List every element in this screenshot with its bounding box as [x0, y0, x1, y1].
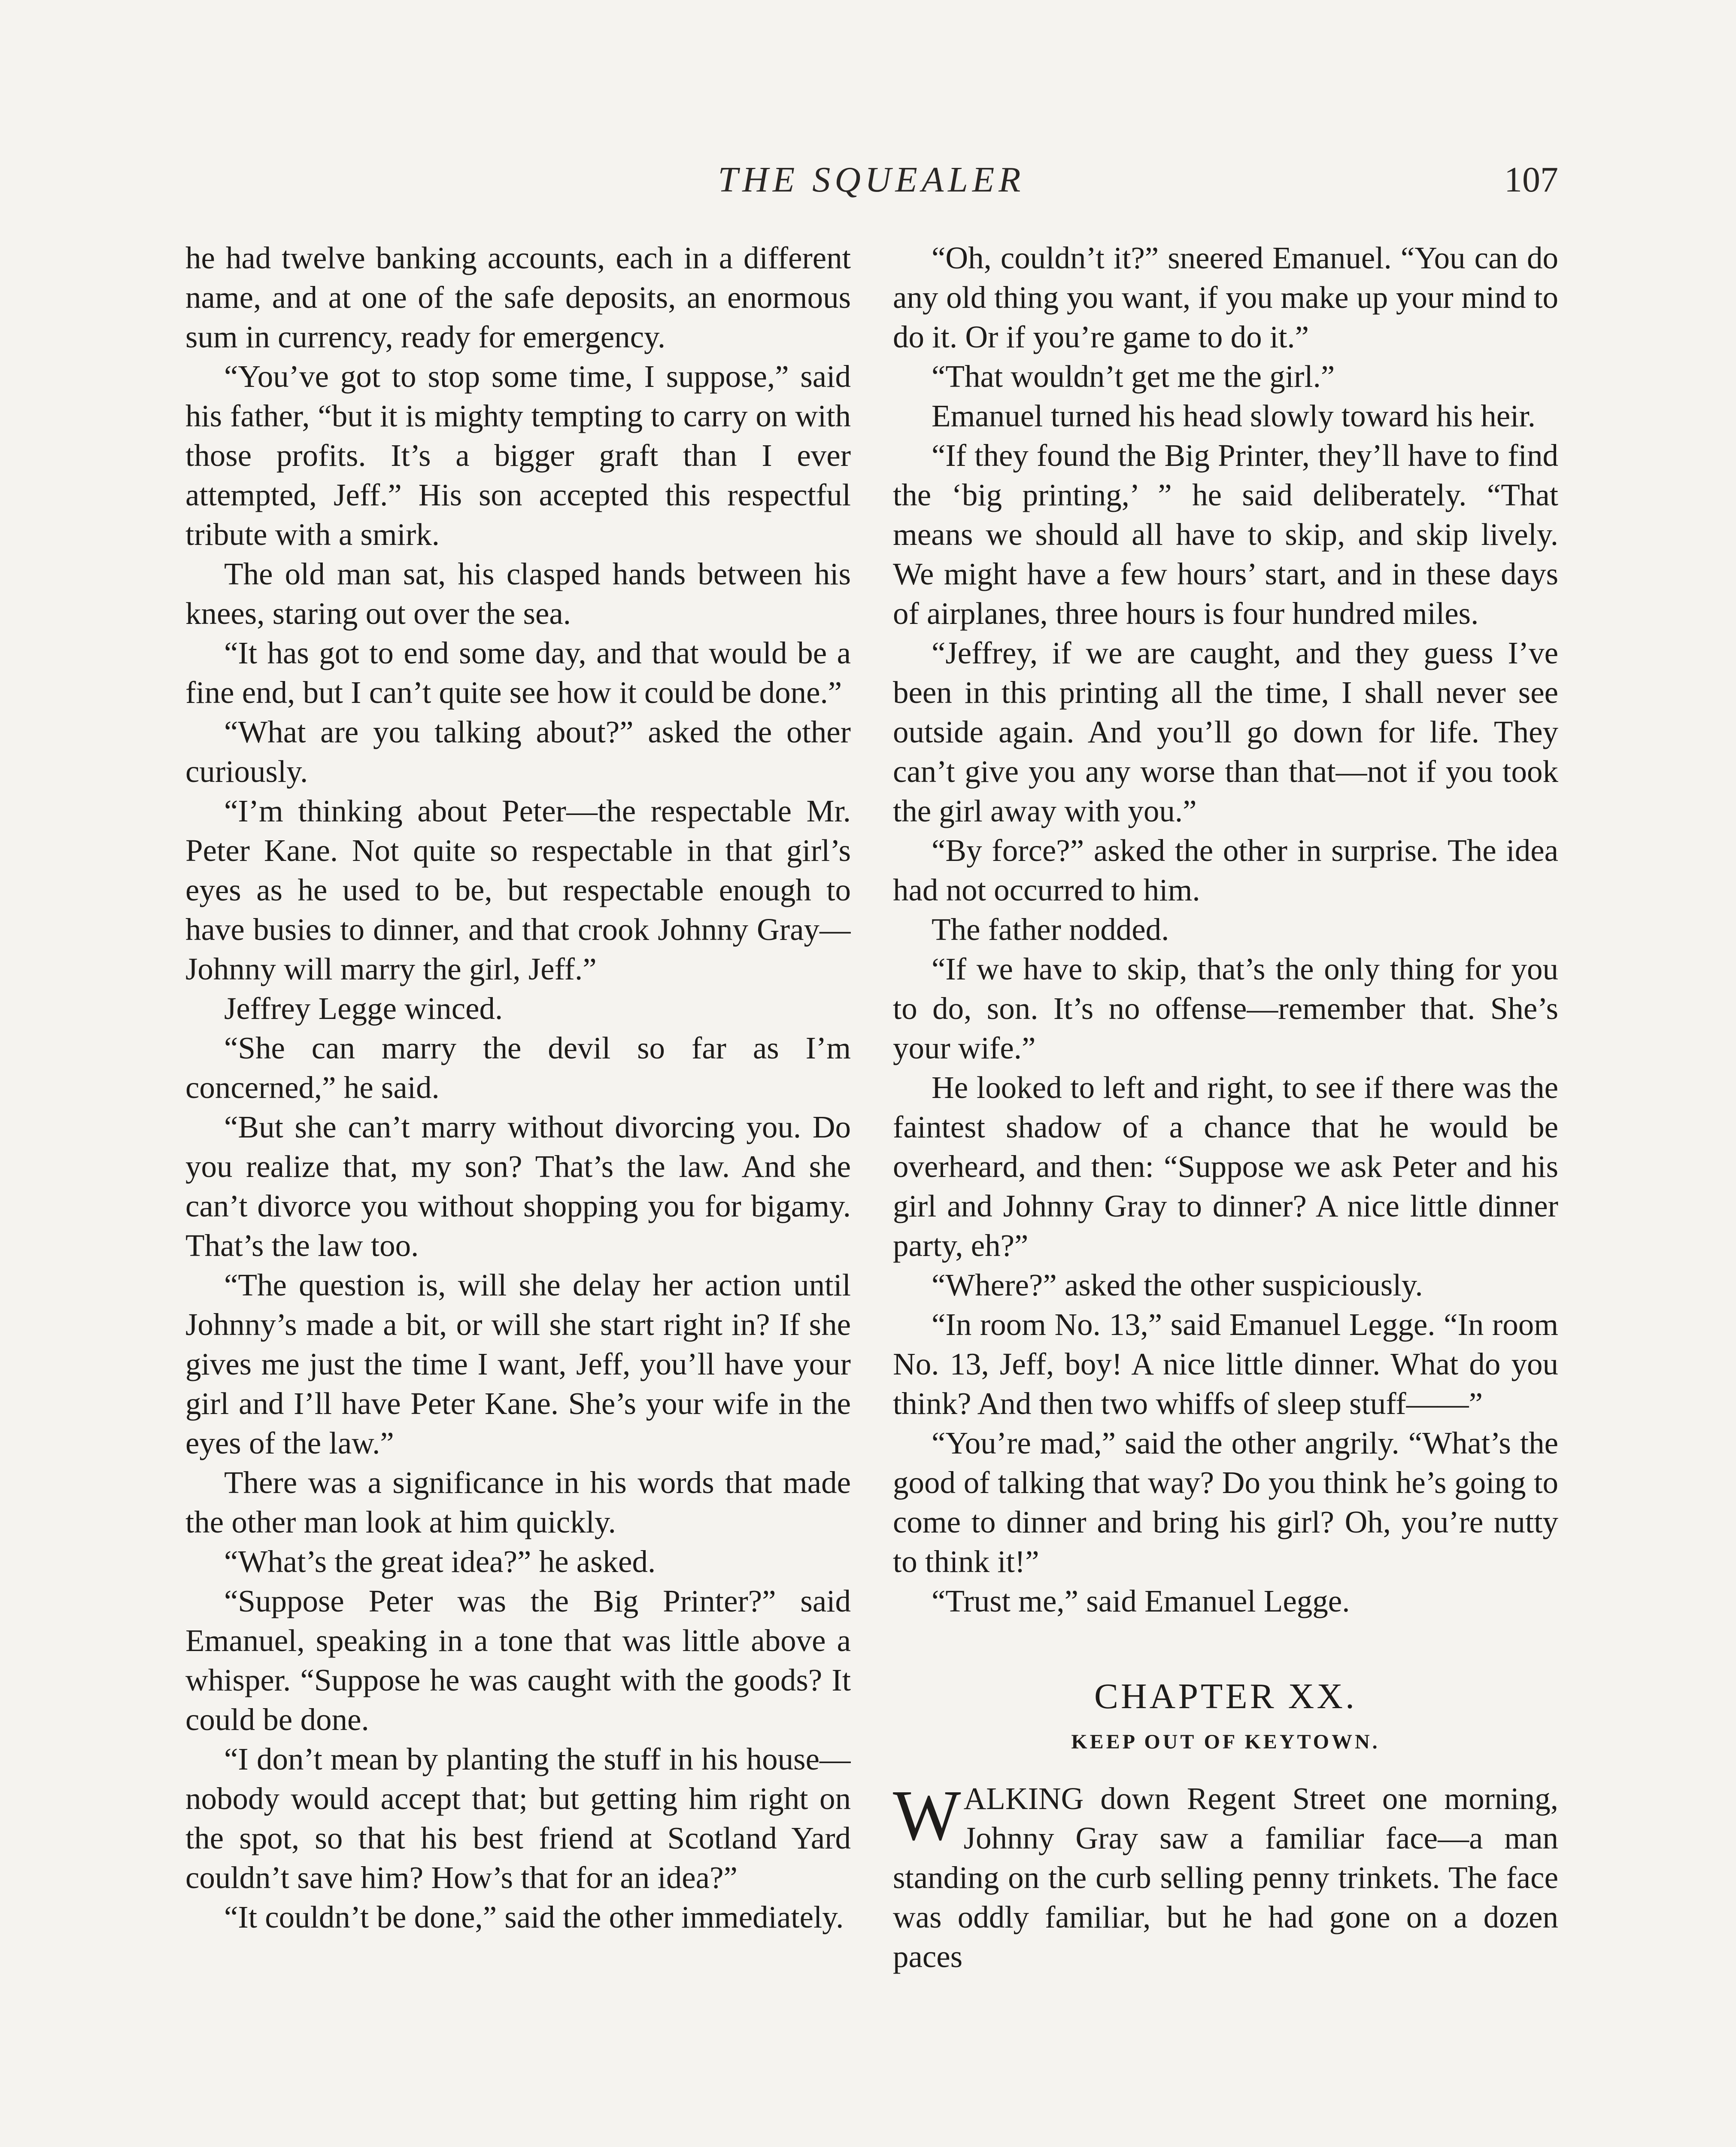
paragraph: “Trust me,” said Emanuel Legge.: [932, 1584, 1350, 1618]
paragraph: “If we have to skip, that’s the only thing for you to do, son. It’s no offense—remember that. She’s your wife.”: [893, 952, 1558, 1065]
paragraph: “By force?” asked the other in surprise. The idea had not occurred to him.: [893, 833, 1558, 907]
paragraph: The old man sat, his clasped hands between his knees, staring out over the sea.: [185, 557, 851, 631]
paragraph: “You’ve got to stop some time, I suppose,” said his father, “but it is mighty tempting to carry on with those profits. It’s a bigger graft than I ever attempted, Jeff.” His son accepted this respectful tribute with a smirk.: [185, 359, 851, 552]
paragraph: “You’re mad,” said the other angrily. “What’s the good of talking that way? Do you think he’s going to come to dinner and bring his girl? Oh, you’re nutty to think it!”: [893, 1426, 1558, 1579]
paragraph: “Where?” asked the other suspiciously.: [932, 1268, 1423, 1302]
paragraph: Jeffrey Legge winced.: [224, 991, 503, 1026]
paragraph: He looked to left and right, to see if there was the faintest shadow of a chance that he would be overheard, and then: “Suppose we ask Peter and his girl and Johnny Gray to dinner? A nice little dinner party, eh?”: [893, 1070, 1558, 1263]
paragraph: “The question is, will she delay her action until Johnny’s made a bit, or will she start right in? If she gives me just the time I want, Jeff, you’ll have your girl and I’ll have Peter Kane. She’s your wife in the eyes of the law.”: [185, 1268, 851, 1460]
paragraph: he had twelve banking accounts, each in a different name, and at one of the safe deposits, an enormous sum in currency, ready for emergency.: [185, 240, 851, 354]
chapter-opening-text: ALKING down Regent Street one morning, Johnny Gray saw a familiar face—a man standing on the curb selling penny trinkets. The face was oddly familiar, but he had gone on a dozen paces: [893, 1781, 1558, 1974]
paragraph: “I don’t mean by planting the stuff in his house—nobody would accept that; but getting him right on the spot, so that his best friend at Scotland Yard couldn’t save him? How’s that for an idea?”: [185, 1742, 851, 1895]
paragraph: “Oh, couldn’t it?” sneered Emanuel. “You can do any old thing you want, if you make up your mind to do it. Or if you’re game to do it.”: [893, 240, 1558, 354]
paragraph: “That wouldn’t get me the girl.”: [932, 359, 1335, 394]
chapter-heading: CHAPTER XX.: [1094, 1676, 1357, 1716]
chapter-subtitle: KEEP OUT OF KEYTOWN.: [1071, 1730, 1380, 1753]
chapter-opening-paragraph: [893, 1776, 1558, 1977]
left-column: [185, 238, 851, 2147]
paragraph: “She can marry the devil so far as I’m concerned,” he said.: [185, 1031, 851, 1105]
paragraph: Emanuel turned his head slowly toward his heir.: [932, 398, 1536, 433]
running-head: [185, 159, 1558, 210]
drop-cap: W: [893, 1776, 961, 1855]
paragraph: “It couldn’t be done,” said the other immediately.: [224, 1900, 844, 1934]
paragraph: The father nodded.: [932, 912, 1169, 947]
paragraph: There was a significance in his words that made the other man look at him quickly.: [185, 1465, 851, 1539]
paragraph: “What are you talking about?” asked the other curiously.: [185, 715, 851, 789]
right-column: [893, 238, 1558, 2147]
page-number: 107: [1504, 160, 1558, 200]
paragraph: “But she can’t marry without divorcing you. Do you realize that, my son? That’s the law. And she can’t divorce you without shopping you for bigamy. That’s the law too.: [185, 1110, 851, 1263]
paragraph: “It has got to end some day, and that would be a fine end, but I can’t quite see how it could be done.”: [185, 636, 851, 710]
paragraph: “If they found the Big Printer, they’ll have to find the ‘big printing,’ ” he said deliberately. “That means we should all have to skip, and skip lively. We might have a few hours’ start, and in these days of airplanes, three hours is four hundred miles.: [893, 438, 1558, 631]
paragraph: “Suppose Peter was the Big Printer?” said Emanuel, speaking in a tone that was little above a whisper. “Suppose he was caught with the goods? It could be done.: [185, 1584, 851, 1737]
paragraph: “Jeffrey, if we are caught, and they guess I’ve been in this printing all the time, I shall never see outside again. And you’ll go down for life. They can’t give you any worse than that—not if you took the girl away with you.”: [893, 636, 1558, 828]
paragraph: “What’s the great idea?” he asked.: [224, 1544, 656, 1579]
running-title: THE SQUEALER: [718, 160, 1025, 200]
paragraph: “In room No. 13,” said Emanuel Legge. “In room No. 13, Jeff, boy! A nice little dinner. What do you think? And then two whiffs of sleep stuff——”: [893, 1307, 1558, 1421]
paragraph: “I’m thinking about Peter—the respectable Mr. Peter Kane. Not quite so respectable in that girl’s eyes as he used to be, but respectable enough to have busies to dinner, and that crook Johnny Gray—Johnny will marry the girl, Jeff.”: [185, 794, 851, 986]
